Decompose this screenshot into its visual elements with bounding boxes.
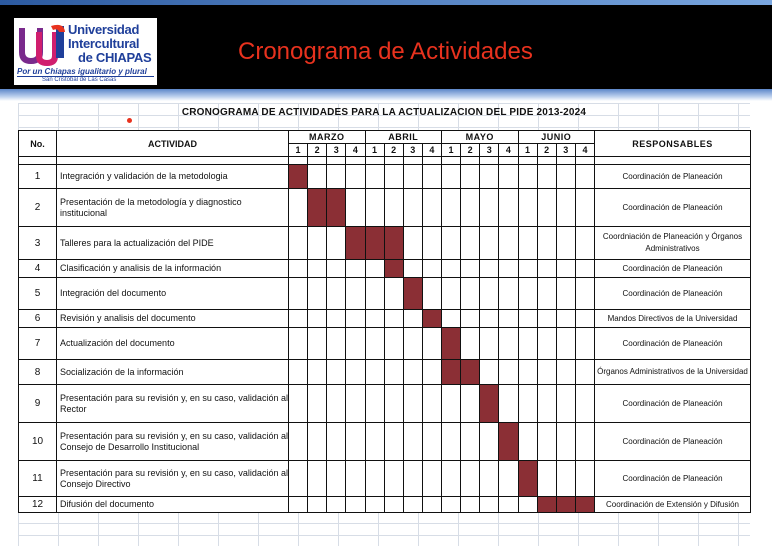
week-cell bbox=[442, 189, 461, 227]
activity-row bbox=[19, 189, 751, 227]
week-cell bbox=[575, 189, 594, 227]
week-cell bbox=[365, 360, 384, 385]
gantt-bar-cell bbox=[499, 423, 518, 461]
week-cell bbox=[346, 310, 365, 328]
university-logo bbox=[14, 18, 157, 85]
responsible-name: Mandos Directivos de la Universidad bbox=[595, 310, 751, 328]
week-cell bbox=[308, 260, 327, 278]
logo-tagline: Por un Chiapas igualitario y plural bbox=[17, 67, 147, 76]
week-cell bbox=[518, 310, 537, 328]
gantt-bar-cell bbox=[480, 385, 499, 423]
week-cell bbox=[537, 189, 556, 227]
week-cell bbox=[461, 461, 480, 497]
activity-name: Integración del documento bbox=[57, 278, 289, 310]
week-cell bbox=[480, 189, 499, 227]
responsible-name: Coordinación de Planeación bbox=[595, 189, 751, 227]
activity-name: Difusión del documento bbox=[57, 497, 289, 513]
responsible-name: Coordinación de Planeación bbox=[595, 385, 751, 423]
activity-row bbox=[19, 423, 751, 461]
activity-row bbox=[19, 260, 751, 278]
week-header: 1 bbox=[518, 144, 537, 157]
week-cell bbox=[403, 260, 422, 278]
week-header: 2 bbox=[308, 144, 327, 157]
responsible-name: Coordinación de Planeación bbox=[595, 278, 751, 310]
row-number: 2 bbox=[19, 189, 57, 227]
week-cell bbox=[480, 165, 499, 189]
spacer-cell bbox=[289, 157, 308, 165]
week-cell bbox=[346, 260, 365, 278]
spacer-cell bbox=[499, 157, 518, 165]
week-cell bbox=[365, 189, 384, 227]
spacer-cell bbox=[384, 157, 403, 165]
week-cell bbox=[308, 227, 327, 260]
week-cell bbox=[403, 227, 422, 260]
week-cell bbox=[480, 461, 499, 497]
week-cell bbox=[480, 278, 499, 310]
activity-row bbox=[19, 278, 751, 310]
week-cell bbox=[537, 385, 556, 423]
week-cell bbox=[422, 165, 441, 189]
week-cell bbox=[403, 328, 422, 360]
week-cell bbox=[289, 189, 308, 227]
week-cell bbox=[403, 461, 422, 497]
schedule-title: CRONOGRAMA DE ACTIVIDADES PARA LA ACTUALIZACION DEL PIDE 2013-2024 bbox=[181, 107, 587, 118]
week-cell bbox=[556, 385, 575, 423]
week-cell bbox=[403, 165, 422, 189]
week-cell bbox=[518, 360, 537, 385]
gantt-bar-cell bbox=[556, 497, 575, 513]
week-cell bbox=[461, 165, 480, 189]
activity-name: Talleres para la actualización del PIDE bbox=[57, 227, 289, 260]
week-cell bbox=[575, 165, 594, 189]
week-cell bbox=[575, 360, 594, 385]
week-cell bbox=[384, 497, 403, 513]
responsible-name: Órganos Administrativos de la Universidad bbox=[595, 360, 751, 385]
activity-name: Integración y validación de la metodologia bbox=[57, 165, 289, 189]
week-cell bbox=[327, 165, 346, 189]
row-number: 6 bbox=[19, 310, 57, 328]
activity-row bbox=[19, 385, 751, 423]
week-cell bbox=[480, 328, 499, 360]
activity-name: Socialización de la información bbox=[57, 360, 289, 385]
gantt-bar-cell bbox=[327, 189, 346, 227]
week-cell bbox=[308, 423, 327, 461]
week-cell bbox=[575, 328, 594, 360]
week-cell bbox=[422, 278, 441, 310]
spacer-cell bbox=[327, 157, 346, 165]
week-cell bbox=[403, 385, 422, 423]
week-cell bbox=[461, 310, 480, 328]
week-cell bbox=[346, 360, 365, 385]
week-cell bbox=[422, 497, 441, 513]
week-cell bbox=[499, 360, 518, 385]
week-cell bbox=[461, 497, 480, 513]
week-cell bbox=[403, 310, 422, 328]
week-cell bbox=[518, 328, 537, 360]
spacer-cell bbox=[480, 157, 499, 165]
activity-name: Revisión y analisis del documento bbox=[57, 310, 289, 328]
week-header: 4 bbox=[575, 144, 594, 157]
week-cell bbox=[518, 260, 537, 278]
week-cell bbox=[422, 227, 441, 260]
week-cell bbox=[575, 278, 594, 310]
week-cell bbox=[537, 310, 556, 328]
week-cell bbox=[422, 260, 441, 278]
responsible-name: Coordinación de Extensión y Difusión bbox=[595, 497, 751, 513]
month-header-row bbox=[19, 131, 751, 144]
week-header: 3 bbox=[327, 144, 346, 157]
activity-row bbox=[19, 165, 751, 189]
gantt-bar-cell bbox=[308, 189, 327, 227]
activity-row bbox=[19, 310, 751, 328]
week-cell bbox=[327, 360, 346, 385]
week-cell bbox=[422, 189, 441, 227]
week-cell bbox=[308, 310, 327, 328]
week-cell bbox=[480, 310, 499, 328]
week-cell bbox=[556, 328, 575, 360]
week-cell bbox=[499, 328, 518, 360]
week-cell bbox=[518, 497, 537, 513]
week-cell bbox=[575, 310, 594, 328]
gantt-bar-cell bbox=[289, 165, 308, 189]
spacer-cell bbox=[57, 157, 289, 165]
week-cell bbox=[556, 461, 575, 497]
week-header: 3 bbox=[403, 144, 422, 157]
week-header: 3 bbox=[556, 144, 575, 157]
week-cell bbox=[384, 189, 403, 227]
week-cell bbox=[442, 461, 461, 497]
week-cell bbox=[442, 310, 461, 328]
week-cell bbox=[327, 423, 346, 461]
week-cell bbox=[461, 260, 480, 278]
gantt-body bbox=[19, 157, 751, 513]
activity-row bbox=[19, 497, 751, 513]
week-cell bbox=[289, 497, 308, 513]
week-cell bbox=[365, 461, 384, 497]
activity-row bbox=[19, 360, 751, 385]
logo-name-line3: de CHIAPAS bbox=[78, 50, 152, 65]
week-cell bbox=[518, 385, 537, 423]
activity-row bbox=[19, 461, 751, 497]
gantt-bar-cell bbox=[346, 227, 365, 260]
spacer-cell bbox=[556, 157, 575, 165]
week-cell bbox=[499, 385, 518, 423]
week-cell bbox=[556, 310, 575, 328]
week-cell bbox=[575, 260, 594, 278]
activity-name: Actualización del documento bbox=[57, 328, 289, 360]
week-cell bbox=[537, 278, 556, 310]
week-cell bbox=[518, 165, 537, 189]
month-header: JUNIO bbox=[518, 131, 595, 144]
activity-name: Clasificación y analisis de la información bbox=[57, 260, 289, 278]
week-cell bbox=[480, 423, 499, 461]
logo-name-line1: Universidad bbox=[68, 22, 140, 37]
gantt-bar-cell bbox=[384, 260, 403, 278]
week-cell bbox=[308, 278, 327, 310]
gantt-bar-cell bbox=[442, 328, 461, 360]
activity-name: Presentación para su revisión y, en su caso, validación al Consejo de Desarrollo Institucional bbox=[57, 423, 289, 461]
week-cell bbox=[537, 423, 556, 461]
gantt-bar-cell bbox=[442, 360, 461, 385]
week-cell bbox=[327, 227, 346, 260]
week-header: 3 bbox=[480, 144, 499, 157]
week-cell bbox=[308, 328, 327, 360]
week-cell bbox=[499, 260, 518, 278]
row-number: 3 bbox=[19, 227, 57, 260]
activity-name: Presentación para su revisión y, en su caso, validación al Consejo Directivo bbox=[57, 461, 289, 497]
gantt-bar-cell bbox=[422, 310, 441, 328]
spacer-cell bbox=[518, 157, 537, 165]
week-cell bbox=[461, 328, 480, 360]
row-number: 4 bbox=[19, 260, 57, 278]
week-cell bbox=[289, 260, 308, 278]
spacer-cell bbox=[537, 157, 556, 165]
gantt-bar-cell bbox=[537, 497, 556, 513]
week-cell bbox=[327, 260, 346, 278]
week-cell bbox=[365, 165, 384, 189]
week-cell bbox=[480, 227, 499, 260]
week-cell bbox=[422, 360, 441, 385]
week-cell bbox=[537, 461, 556, 497]
column-header-no: No. bbox=[19, 131, 57, 157]
week-cell bbox=[461, 189, 480, 227]
week-cell bbox=[346, 278, 365, 310]
row-number: 8 bbox=[19, 360, 57, 385]
red-marker-dot bbox=[127, 118, 132, 123]
gantt-bar-cell bbox=[518, 461, 537, 497]
week-header: 4 bbox=[499, 144, 518, 157]
week-cell bbox=[346, 423, 365, 461]
week-header: 2 bbox=[384, 144, 403, 157]
week-cell bbox=[537, 260, 556, 278]
week-cell bbox=[556, 227, 575, 260]
week-cell bbox=[365, 278, 384, 310]
week-cell bbox=[289, 461, 308, 497]
week-cell bbox=[327, 328, 346, 360]
week-cell bbox=[327, 461, 346, 497]
spacer-cell bbox=[346, 157, 365, 165]
week-cell bbox=[346, 385, 365, 423]
week-cell bbox=[289, 360, 308, 385]
week-header: 1 bbox=[442, 144, 461, 157]
week-cell bbox=[308, 385, 327, 423]
responsible-name: Coordinación de Planeación bbox=[595, 328, 751, 360]
week-cell bbox=[556, 423, 575, 461]
week-cell bbox=[556, 260, 575, 278]
week-cell bbox=[384, 278, 403, 310]
month-header: ABRIL bbox=[365, 131, 442, 144]
week-cell bbox=[537, 328, 556, 360]
spacer-cell bbox=[19, 157, 57, 165]
week-cell bbox=[480, 260, 499, 278]
column-header-activity: ACTIVIDAD bbox=[57, 131, 289, 157]
week-cell bbox=[346, 165, 365, 189]
uich-logo-icon bbox=[16, 22, 66, 68]
activity-name: Presentación de la metodología y diagnostico institucional bbox=[57, 189, 289, 227]
week-cell bbox=[403, 360, 422, 385]
week-cell bbox=[384, 310, 403, 328]
activity-name: Presentación para su revisión y, en su caso, validación al Rector bbox=[57, 385, 289, 423]
week-cell bbox=[442, 423, 461, 461]
week-cell bbox=[422, 423, 441, 461]
week-cell bbox=[480, 360, 499, 385]
row-number: 12 bbox=[19, 497, 57, 513]
week-cell bbox=[365, 328, 384, 360]
week-cell bbox=[499, 278, 518, 310]
week-header: 4 bbox=[346, 144, 365, 157]
responsible-name: Coordinación de Planeación bbox=[595, 260, 751, 278]
week-cell bbox=[537, 227, 556, 260]
week-cell bbox=[327, 497, 346, 513]
week-cell bbox=[499, 310, 518, 328]
week-cell bbox=[308, 461, 327, 497]
gantt-table bbox=[18, 130, 751, 513]
spacer-cell bbox=[442, 157, 461, 165]
spacer-cell bbox=[403, 157, 422, 165]
week-cell bbox=[499, 227, 518, 260]
responsible-name: Coordniación de Planeación y Órganos Administrativos bbox=[595, 227, 751, 260]
gantt-bar-cell bbox=[384, 227, 403, 260]
week-cell bbox=[308, 165, 327, 189]
week-cell bbox=[327, 278, 346, 310]
spacer-row bbox=[19, 157, 751, 165]
column-header-responsables: RESPONSABLES bbox=[595, 131, 751, 157]
slide-title: Cronograma de Actividades bbox=[238, 38, 533, 65]
responsible-name: Coordinación de Planeación bbox=[595, 423, 751, 461]
gantt-bar-cell bbox=[365, 227, 384, 260]
week-cell bbox=[346, 328, 365, 360]
week-cell bbox=[499, 165, 518, 189]
row-number: 7 bbox=[19, 328, 57, 360]
week-cell bbox=[289, 423, 308, 461]
month-header: MARZO bbox=[289, 131, 366, 144]
week-cell bbox=[442, 165, 461, 189]
month-header: MAYO bbox=[442, 131, 519, 144]
responsible-name: Coordinación de Planeación bbox=[595, 165, 751, 189]
week-cell bbox=[384, 461, 403, 497]
logo-city: San Cristóbal de Las Casas bbox=[42, 77, 117, 83]
spacer-cell bbox=[365, 157, 384, 165]
week-cell bbox=[461, 385, 480, 423]
week-cell bbox=[403, 189, 422, 227]
week-cell bbox=[422, 461, 441, 497]
gantt-bar-cell bbox=[461, 360, 480, 385]
week-cell bbox=[308, 497, 327, 513]
week-cell bbox=[537, 360, 556, 385]
week-cell bbox=[518, 423, 537, 461]
week-cell bbox=[384, 328, 403, 360]
week-cell bbox=[384, 360, 403, 385]
week-cell bbox=[346, 461, 365, 497]
week-cell bbox=[422, 328, 441, 360]
row-number: 9 bbox=[19, 385, 57, 423]
week-cell bbox=[289, 227, 308, 260]
week-cell bbox=[365, 423, 384, 461]
week-cell bbox=[556, 278, 575, 310]
week-cell bbox=[499, 497, 518, 513]
week-cell bbox=[346, 189, 365, 227]
week-cell bbox=[461, 278, 480, 310]
week-cell bbox=[480, 497, 499, 513]
week-header: 1 bbox=[365, 144, 384, 157]
row-number: 5 bbox=[19, 278, 57, 310]
week-cell bbox=[422, 385, 441, 423]
week-cell bbox=[442, 385, 461, 423]
week-cell bbox=[308, 360, 327, 385]
week-cell bbox=[403, 423, 422, 461]
week-cell bbox=[499, 189, 518, 227]
row-number: 11 bbox=[19, 461, 57, 497]
week-cell bbox=[346, 497, 365, 513]
week-cell bbox=[556, 360, 575, 385]
gantt-bar-cell bbox=[403, 278, 422, 310]
week-cell bbox=[575, 461, 594, 497]
week-cell bbox=[384, 385, 403, 423]
week-cell bbox=[461, 423, 480, 461]
spacer-cell bbox=[461, 157, 480, 165]
week-cell bbox=[365, 310, 384, 328]
week-cell bbox=[365, 260, 384, 278]
spacer-cell bbox=[422, 157, 441, 165]
week-cell bbox=[575, 227, 594, 260]
activity-row bbox=[19, 227, 751, 260]
week-cell bbox=[575, 423, 594, 461]
week-cell bbox=[575, 385, 594, 423]
week-cell bbox=[327, 385, 346, 423]
responsible-name: Coordinación de Planeación bbox=[595, 461, 751, 497]
slide-header bbox=[0, 5, 772, 89]
activity-row bbox=[19, 328, 751, 360]
week-cell bbox=[384, 165, 403, 189]
week-cell bbox=[556, 189, 575, 227]
week-cell bbox=[384, 423, 403, 461]
week-cell bbox=[518, 189, 537, 227]
gantt-bar-cell bbox=[575, 497, 594, 513]
week-cell bbox=[365, 385, 384, 423]
logo-name-line2: Intercultural bbox=[68, 36, 140, 51]
week-cell bbox=[442, 278, 461, 310]
week-header: 2 bbox=[537, 144, 556, 157]
week-cell bbox=[518, 278, 537, 310]
week-cell bbox=[365, 497, 384, 513]
week-cell bbox=[289, 310, 308, 328]
header-gradient-band bbox=[0, 89, 772, 101]
spacer-cell bbox=[595, 157, 751, 165]
week-cell bbox=[442, 227, 461, 260]
week-cell bbox=[289, 278, 308, 310]
week-cell bbox=[518, 227, 537, 260]
week-cell bbox=[537, 165, 556, 189]
week-cell bbox=[442, 497, 461, 513]
week-cell bbox=[556, 165, 575, 189]
week-cell bbox=[289, 385, 308, 423]
week-cell bbox=[289, 328, 308, 360]
spacer-cell bbox=[575, 157, 594, 165]
week-cell bbox=[499, 461, 518, 497]
week-header: 2 bbox=[461, 144, 480, 157]
week-cell bbox=[442, 260, 461, 278]
week-header: 1 bbox=[289, 144, 308, 157]
row-number: 1 bbox=[19, 165, 57, 189]
row-number: 10 bbox=[19, 423, 57, 461]
spacer-cell bbox=[308, 157, 327, 165]
week-cell bbox=[327, 310, 346, 328]
week-cell bbox=[403, 497, 422, 513]
week-cell bbox=[461, 227, 480, 260]
week-header: 4 bbox=[422, 144, 441, 157]
